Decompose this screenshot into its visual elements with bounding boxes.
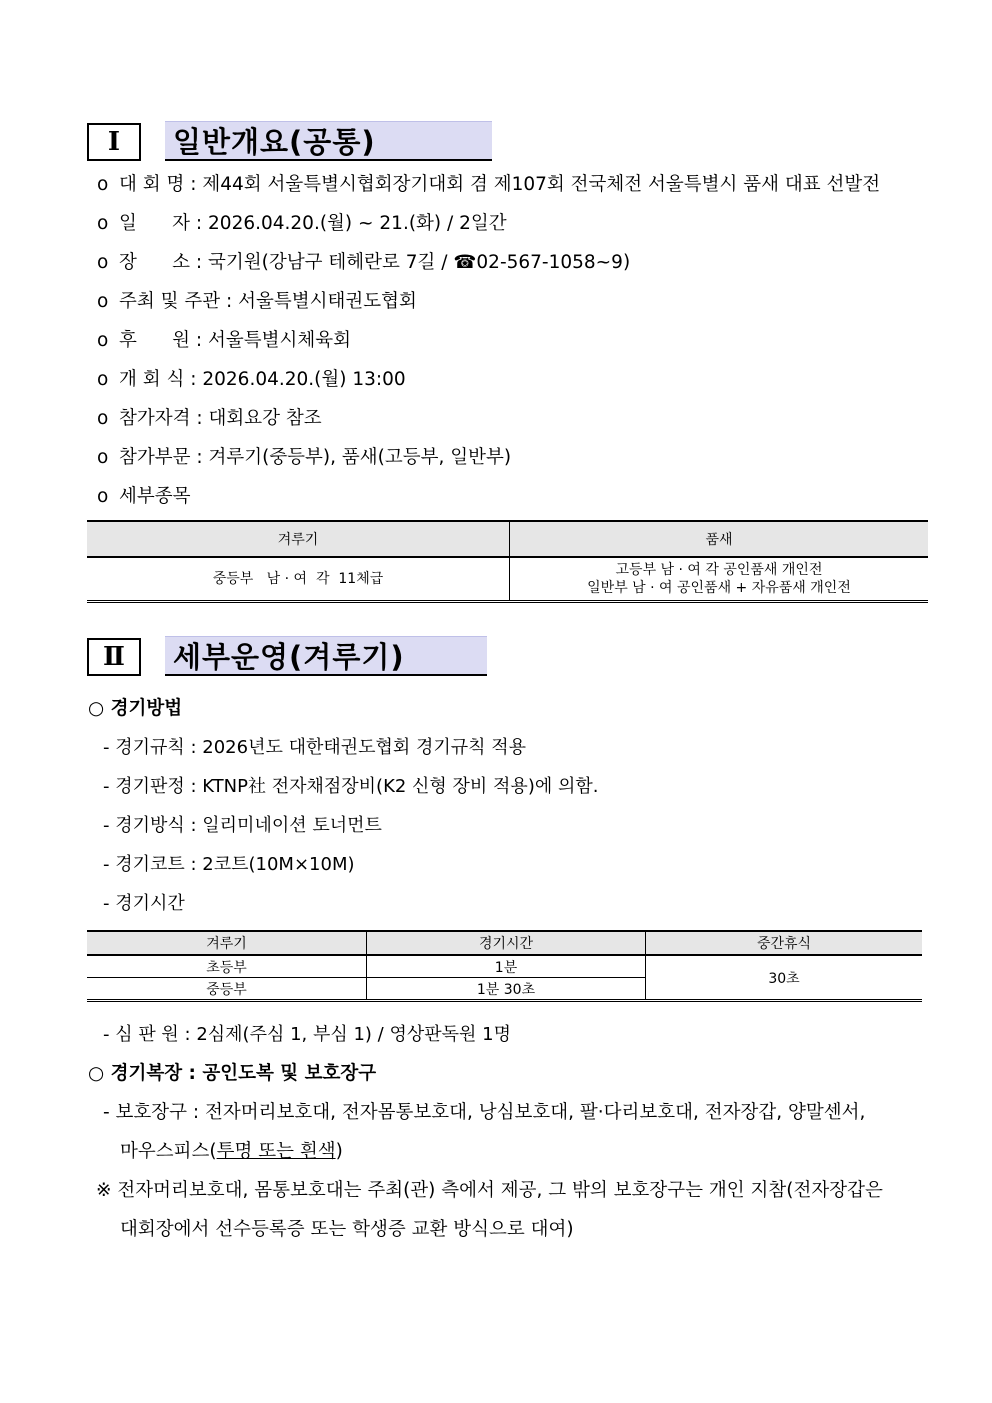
bullet: o <box>97 213 109 234</box>
table-header: 겨루기 <box>87 931 367 955</box>
info-row-eligibility: o 참가자격 : 대회요강 참조 <box>97 408 322 429</box>
table-header-row <box>87 521 928 557</box>
bullet: o <box>97 291 109 312</box>
poomsae-line: 일반부 남 · 여 공인품새 + 자유품새 개인전 <box>587 580 851 596</box>
table-row <box>87 955 922 978</box>
info-label: 후 원 <box>119 330 191 351</box>
gear-text: ) <box>335 1141 343 1162</box>
match-time-table <box>87 930 922 1002</box>
section2-number: Ⅱ <box>87 638 141 676</box>
info-label: 세부종목 <box>119 486 191 507</box>
referee-line: - 심 판 원 : 2심제(주심 1, 부심 1) / 영상판독원 1명 <box>103 1024 511 1045</box>
info-value: 서울특별시체육회 <box>208 330 351 351</box>
table-header-row <box>87 931 922 955</box>
info-label: 주최 및 주관 <box>119 291 221 312</box>
info-label: 일 자 <box>119 213 191 234</box>
division-cell: 초등부 <box>87 955 367 978</box>
info-label: 장 소 <box>119 252 191 273</box>
method-heading: ○ 경기방법 <box>88 698 183 719</box>
rest-cell: 30초 <box>646 955 923 1001</box>
method-item: - 경기규칙 : 2026년도 대한태권도협회 경기규칙 적용 <box>103 737 527 758</box>
time-cell: 1분 30초 <box>367 978 646 1001</box>
bullet: o <box>97 486 109 507</box>
poomsae-line: 고등부 남 · 여 각 공인품새 개인전 <box>615 562 823 578</box>
bullet: o <box>97 330 109 351</box>
division-cell: 중등부 <box>87 978 367 1001</box>
table-header: 품새 <box>510 521 929 557</box>
method-item: - 경기코트 : 2코트(10M×10M) <box>103 854 355 875</box>
info-row-sponsor: o 후 원 : 서울특별시체육회 <box>97 330 351 351</box>
info-label: 참가자격 <box>119 408 191 429</box>
info-row-opening: o 개 회 식 : 2026.04.20.(월) 13:00 <box>97 369 406 390</box>
method-item: - 경기판정 : KTNP社 전자채점장비(K2 신형 장비 적용)에 의함. <box>103 776 599 797</box>
bullet: o <box>97 408 109 429</box>
note-line-cont: 대회장에서 선수등록증 또는 학생증 교환 방식으로 대여) <box>120 1219 574 1240</box>
bullet: o <box>97 369 109 390</box>
info-label: 개 회 식 <box>119 369 185 390</box>
table-row <box>87 557 928 602</box>
info-row-events <box>97 482 190 508</box>
info-value: 국기원(강남구 테헤란로 7길 / ☎02-567-1058~9) <box>208 252 631 273</box>
info-value: 대회요강 참조 <box>208 408 322 429</box>
info-row-venue: o 장 소 : 국기원(강남구 테헤란로 7길 / ☎02-567-1058~9) <box>97 252 631 273</box>
info-row-event-name: o 대 회 명 : 제44회 서울특별시협회장기대회 겸 제107회 전국체전 서울특별시 품새 대표 선발전 <box>97 174 881 195</box>
info-row-date: o 일 자 : 2026.04.20.(월) ~ 21.(화) / 2일간 <box>97 213 507 234</box>
section2-title: 세부운영(겨루기) <box>165 636 487 676</box>
gear-underlined: 투명 또는 흰색 <box>216 1141 336 1162</box>
info-row-categories: o 참가부문 : 겨루기(중등부), 품새(고등부, 일반부) <box>97 447 512 468</box>
poomsae-cell <box>510 557 929 602</box>
table-header: 경기시간 <box>367 931 646 955</box>
info-value: 2026.04.20.(월) ~ 21.(화) / 2일간 <box>208 213 507 234</box>
gear-text: 마우스피스( <box>120 1141 217 1162</box>
gear-line: - 보호장구 : 전자머리보호대, 전자몸통보호대, 낭심보호대, 팔·다리보호대, 전자장갑, 양말센서, <box>103 1102 866 1123</box>
info-value: 서울특별시태권도협회 <box>238 291 417 312</box>
bullet: o <box>97 252 109 273</box>
info-value: 제44회 서울특별시협회장기대회 겸 제107회 전국체전 서울특별시 품새 대표 선발전 <box>202 174 881 195</box>
section1-number: Ⅰ <box>87 123 141 161</box>
info-value: 겨루기(중등부), 품새(고등부, 일반부) <box>208 447 512 468</box>
method-item: - 경기방식 : 일리미네이션 토너먼트 <box>103 815 382 836</box>
events-table <box>87 520 928 603</box>
info-row-host: o 주최 및 주관 : 서울특별시태권도협회 <box>97 291 417 312</box>
info-label: 대 회 명 <box>119 174 185 195</box>
time-cell: 1분 <box>367 955 646 978</box>
note-line: ※ 전자머리보호대, 몸통보호대는 주최(관) 측에서 제공, 그 밖의 보호장구는 개인 지참(전자장갑은 <box>96 1180 883 1201</box>
bullet: o <box>97 174 109 195</box>
table-header: 중간휴식 <box>646 931 923 955</box>
gear-line-cont <box>120 1137 343 1163</box>
table-header: 겨루기 <box>87 521 510 557</box>
section1-title: 일반개요(공통) <box>165 121 492 161</box>
method-item: - 경기시간 <box>103 893 185 914</box>
info-label: 참가부문 <box>119 447 191 468</box>
bullet: o <box>97 447 109 468</box>
info-value: 2026.04.20.(월) 13:00 <box>202 369 406 390</box>
kyorugi-cell: 중등부 남 · 여 각 11체급 <box>87 557 510 602</box>
attire-heading: ○ 경기복장 : 공인도복 및 보호장구 <box>88 1063 377 1084</box>
